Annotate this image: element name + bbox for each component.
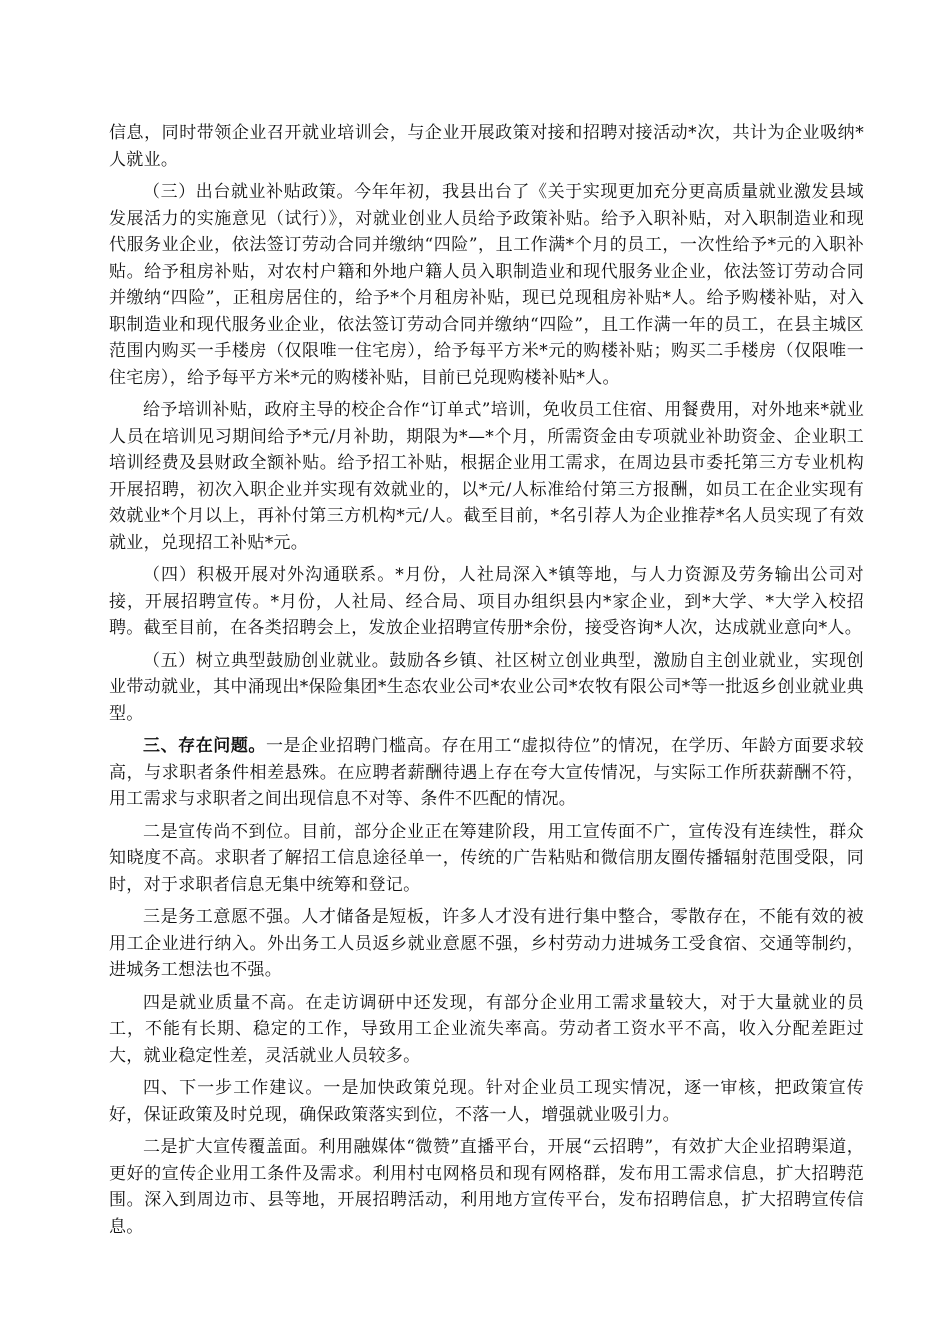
paragraph-8: 三是务工意愿不强。人才储备是短板，许多人才没有进行集中整合，零散存在，不能有效的被用工企业进行纳入。外出务工人员返乡就业意愿不强，乡村劳动力进城务工受食宿、交通等制约，进城务工想法也不强。 <box>109 907 864 980</box>
paragraph-4: （四）积极开展对外沟通联系。*月份，人社局深入*镇等地，与人力资源及劳务输出公司对接，开展招聘宣传。*月份，人社局、经合局、项目办组织县内*家企业，到*大学、*大学入校招聘。截至目前，在各类招聘会上，发放企业招聘宣传册*余份，接受咨询*人次，达成就业意向*人。 <box>109 565 864 638</box>
paragraph-1: 信息，同时带领企业召开就业培训会，与企业开展政策对接和招聘对接活动*次，共计为企业吸纳*人就业。 <box>109 123 864 170</box>
paragraph-2: （三）出台就业补贴政策。今年年初，我县出台了《关于实现更加充分更高质量就业激发县域发展活力的实施意见（试行）》，对就业创业人员给予政策补贴。给予入职补贴，对入职制造业和现代服务业企业，依法签订劳动合同并缴纳“四险”，且工作满*个月的员工，一次性给予*元的入职补贴。给予租房补贴，对农村户籍和外地户籍人员入职制造业和现代服务业企业，依法签订劳动合同并缴纳“四险”，正租房居住的，给予*个月租房补贴，现已兑现租房补贴*人。给予购楼补贴，对入职制造业和现代服务业企业，依法签订劳动合同并缴纳“四险”，且工作满一年的员工，在县主城区范围内购买一手楼房（仅限唯一住宅房），给予每平方米*元的购楼补贴；购买二手楼房（仅限唯一住宅房），给予每平方米*元的购楼补贴，目前已兑现购楼补贴*人。 <box>109 182 864 388</box>
paragraph-3: 给予培训补贴，政府主导的校企合作“订单式”培训，免收员工住宿、用餐费用，对外地来*就业人员在培训见习期间给予*元/月补助，期限为*—*个月，所需资金由专项就业补助资金、企业职工培训经费及县财政全额补贴。给予招工补贴，根据企业用工需求，在周边县市委托第三方专业机构开展招聘，初次入职企业并实现有效就业的，以*元/人标准给付第三方报酬，如员工在企业实现有效就业*个月以上，再补付第三方机构*元/人。截至目前，*名引荐人为企业推荐*名人员实现了有效就业，兑现招工补贴*元。 <box>109 400 864 553</box>
paragraph-7: 二是宣传尚不到位。目前，部分企业正在筹建阶段，用工宣传面不广，宣传没有连续性，群众知晓度不高。求职者了解招工信息途径单一，传统的广告粘贴和微信朋友圈传播辐射范围受限，同时，对于求职者信息无集中统筹和登记。 <box>109 821 864 895</box>
paragraph-9: 四是就业质量不高。在走访调研中还发现，有部分企业用工需求量较大，对于大量就业的员工，不能有长期、稳定的工作，导致用工企业流失率高。劳动者工资水平不高，收入分配差距过大，就业稳定性差，灵活就业人员较多。 <box>109 992 864 1066</box>
paragraph-5: （五）树立典型鼓励创业就业。鼓励各乡镇、社区树立创业典型，激励自主创业就业，实现创业带动就业，其中涌现出*保险集团*生态农业公司*农业公司*农牧有限公司*等一批返乡创业就业典型。 <box>109 650 864 724</box>
paragraph-6-problems: 三、存在问题。一是企业招聘门槛高。存在用工“虚拟待位”的情况，在学历、年龄方面要求较高，与求职者条件相差悬殊。在应聘者薪酬待遇上存在夸大宣传情况，与实际工作所获薪酬不符，用工需求与求职者之间出现信息不对等、条件不匹配的情况。 <box>109 736 864 809</box>
paragraph-11: 二是扩大宣传覆盖面。利用融媒体“微赞”直播平台，开展“云招聘”，有效扩大企业招聘渠道，更好的宣传企业用工条件及需求。利用村屯网格员和现有网格群，发布用工需求信息，扩大招聘范围。深入到周边市、县等地，开展招聘活动，利用地方宣传平台，发布招聘信息，扩大招聘宣传信息。 <box>109 1137 864 1237</box>
paragraph-10: 四、下一步工作建议。一是加快政策兑现。针对企业员工现实情况，逐一审核，把政策宣传好，保证政策及时兑现，确保政策落实到位，不落一人，增强就业吸引力。 <box>109 1078 864 1125</box>
section-heading-problems: 三、存在问题。 <box>143 736 266 756</box>
